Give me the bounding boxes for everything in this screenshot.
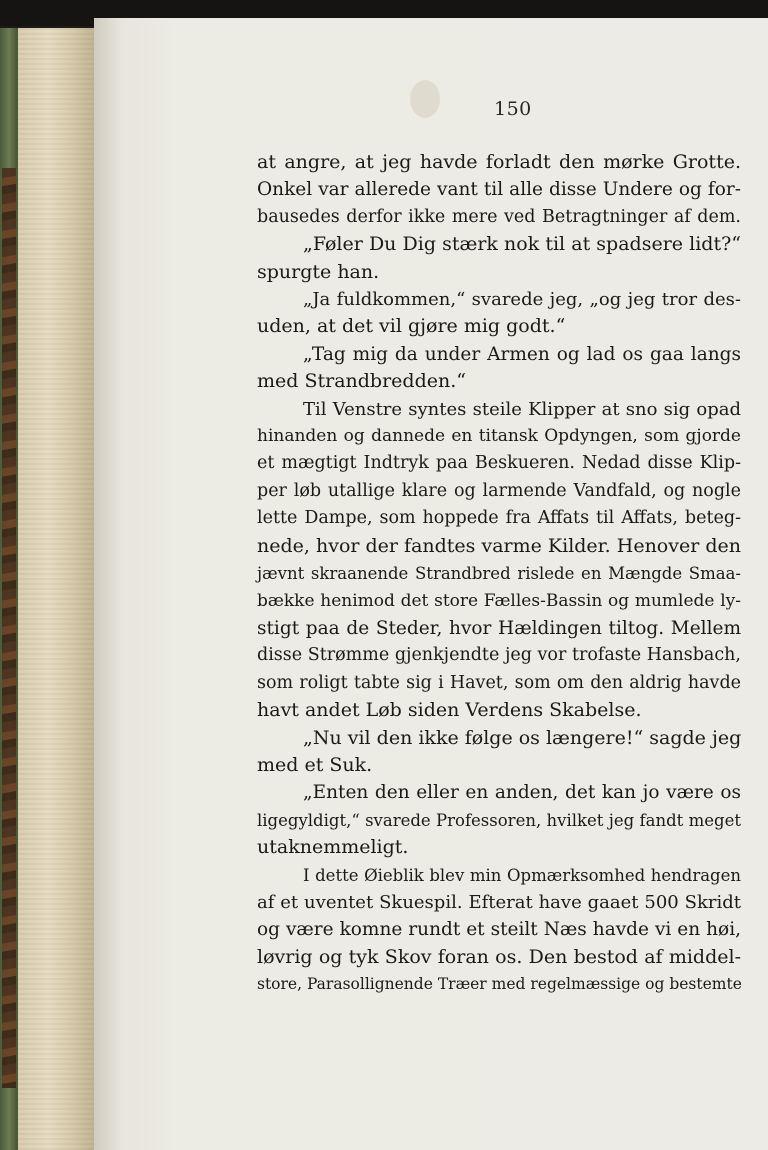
text-line: ligegyldigt,“ svarede Professoren, hvilket jeg fandt meget <box>257 810 741 830</box>
page-stain <box>410 80 440 118</box>
text-line: Til Venstre syntes steile Klipper at sno sig opad <box>303 398 741 420</box>
text-line: spurgte han. <box>257 260 380 283</box>
text-line: jævnt skraanende Strandbred rislede en Mængde Smaa- <box>257 564 741 584</box>
text-line: „Ja fuldkommen,“ svarede jeg, „og jeg tror des- <box>303 289 741 311</box>
text-line: „Tag mig da under Armen og lad os gaa langs <box>303 343 741 365</box>
text-line: bausedes derfor ikke mere ved Betragtninger af dem. <box>257 206 741 227</box>
text-line: et mægtigt Indtryk paa Beskueren. Nedad disse Klip- <box>257 453 741 474</box>
text-line: Onkel var allerede vant til alle disse Undere og for- <box>257 179 741 201</box>
text-line: havt andet Løb siden Verdens Skabelse. <box>257 699 642 722</box>
text-line: „Føler Du Dig stærk nok til at spadsere lidt?“ <box>303 233 741 256</box>
text-line: utaknemmeligt. <box>257 836 409 859</box>
text-line: per løb utallige klare og larmende Vandfald, og nogle <box>257 480 741 501</box>
text-line: „Nu vil den ikke følge os længere!“ sagde jeg <box>303 726 742 749</box>
text-line: store, Parasollignende Træer med regelmæssige og bestemte <box>257 975 742 994</box>
text-line: løvrig og tyk Skov foran os. Den bestod af middel- <box>257 945 741 968</box>
text-line: bække henimod det store Fælles-Bassin og mumlede ly- <box>257 590 741 611</box>
text-line: som roligt tabte sig i Havet, som om den aldrig havde <box>257 672 741 693</box>
book-cover-edge <box>0 28 20 1150</box>
text-line: „Enten den eller en anden, det kan jo være os <box>303 782 741 804</box>
text-line: lette Dampe, som hoppede fra Affats til Affats, beteg- <box>257 508 741 529</box>
body-text <box>257 149 741 999</box>
text-line: I dette Øieblik blev min Opmærksomhed hendragen <box>303 865 741 885</box>
page-edges <box>18 28 94 1150</box>
text-line: og være komne rundt et steilt Næs havde vi en høi, <box>257 919 741 941</box>
text-line: hinanden og dannede en titansk Opdyngen, som gjorde <box>257 426 741 447</box>
text-line: at angre, at jeg havde forladt den mørke Grotte. <box>257 151 741 173</box>
text-line: nede, hvor der fandtes varme Kilder. Henover den <box>257 534 741 557</box>
text-line: uden, at det vil gjøre mig godt.“ <box>257 315 566 338</box>
page-number: 150 <box>494 98 532 120</box>
text-line: disse Strømme gjenkjendte jeg vor trofaste Hansbach, <box>257 645 741 666</box>
text-line: med Strandbredden.“ <box>257 370 466 393</box>
text-line: med et Suk. <box>257 753 373 776</box>
marbled-board <box>2 168 16 1088</box>
text-line: af et uventet Skuespil. Efterat have gaaet 500 Skridt <box>257 891 741 913</box>
text-line: stigt paa de Steder, hvor Hældingen tiltog. Mellem <box>257 617 741 639</box>
